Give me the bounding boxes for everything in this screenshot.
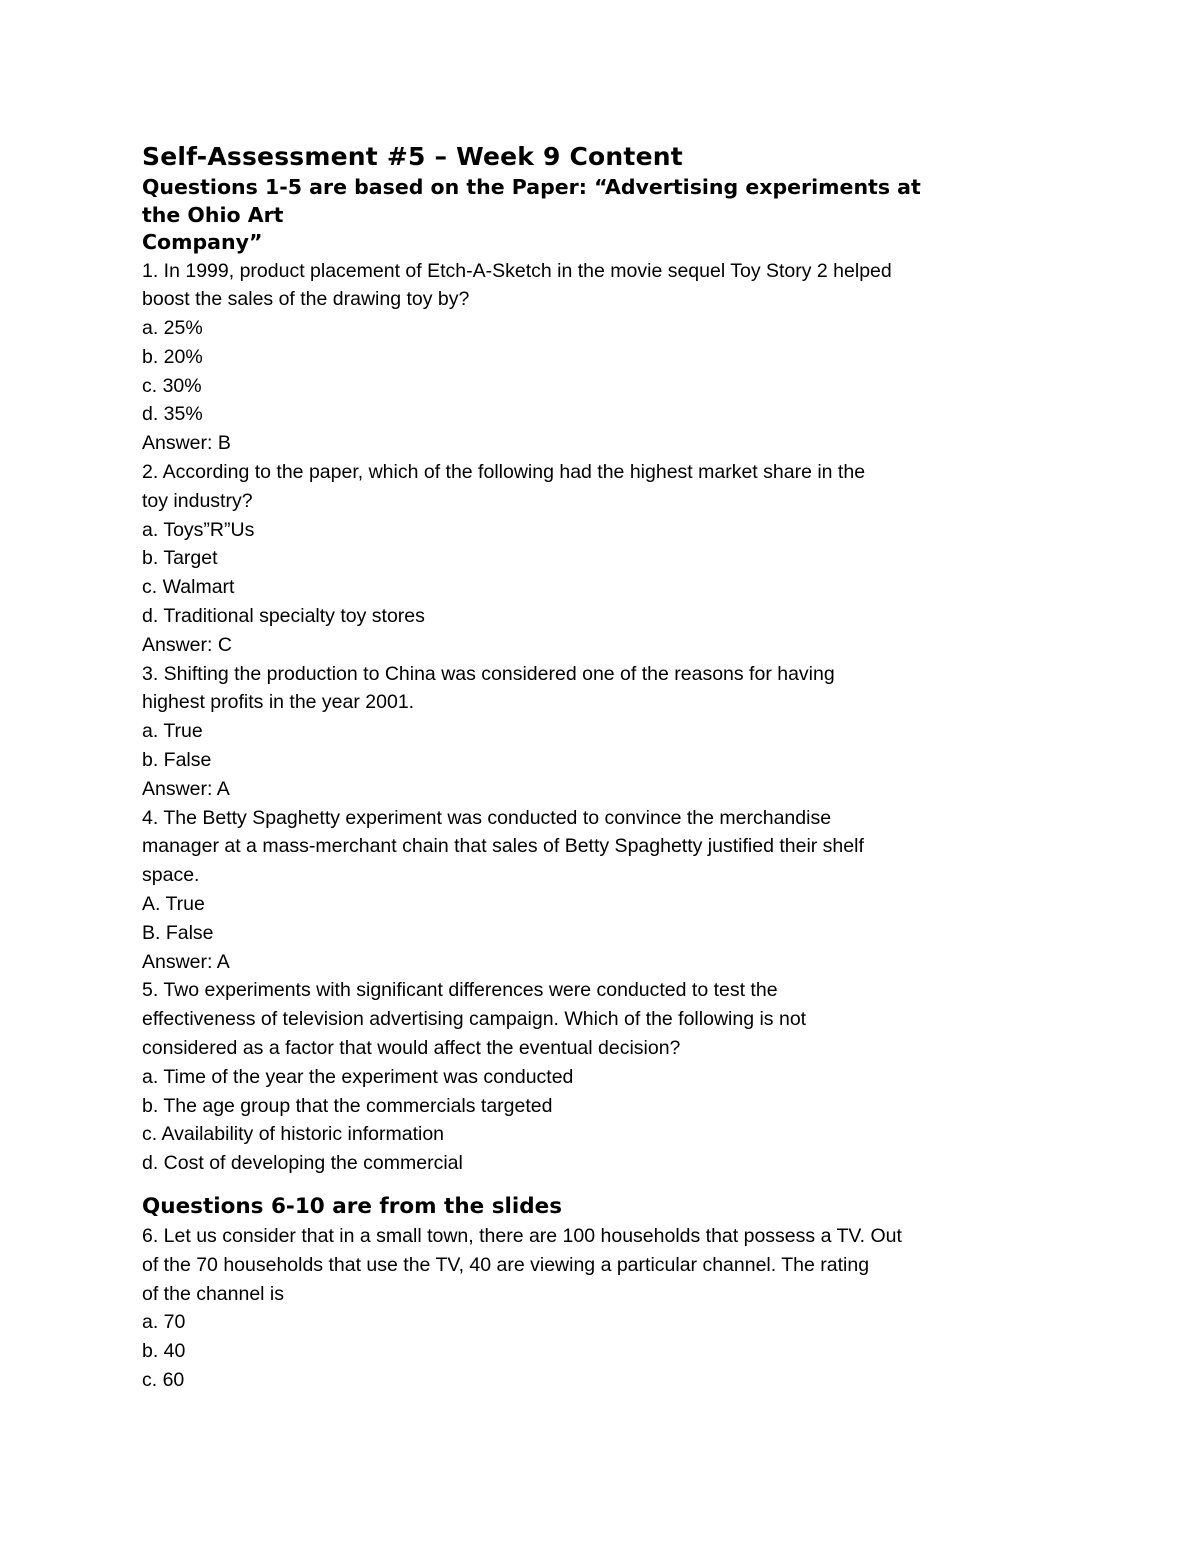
text-line: B. False [142, 921, 214, 944]
section-1-body [142, 257, 1062, 1179]
text-line: 4. The Betty Spaghetty experiment was conducted to convince the merchandise [142, 806, 832, 829]
section-2-heading: Questions 6-10 are from the slides [142, 1194, 563, 1219]
text-line: 5. Two experiments with significant differences were conducted to test the [142, 979, 778, 1002]
document-title: Self-Assessment #5 – Week 9 Content [142, 142, 683, 171]
text-line: 3. Shifting the production to China was considered one of the reasons for having [142, 662, 835, 685]
text-line: d. Cost of developing the commercial [142, 1152, 463, 1175]
text-line: of the 70 households that use the TV, 40 are viewing a particular channel. The rating [142, 1253, 870, 1276]
text-line: toy industry? [142, 489, 253, 512]
text-line: Answer: C [142, 633, 232, 656]
text-line: b. False [142, 749, 212, 772]
section-1-heading [142, 174, 1062, 257]
text-line: b. The age group that the commercials targeted [142, 1094, 553, 1117]
text-line: 6. Let us consider that in a small town, there are 100 households that possess a TV. Out [142, 1225, 902, 1247]
text-line: 2. According to the paper, which of the following had the highest market share in the [142, 461, 866, 484]
text-line: a. True [142, 720, 203, 743]
section-heading-line: Company” [142, 230, 263, 254]
text-line: boost the sales of the drawing toy by? [142, 288, 470, 311]
section-heading-line: Questions 1-5 are based on the Paper: “Advertising experiments at [142, 175, 921, 199]
text-line: d. 35% [142, 403, 203, 426]
text-line: a. Time of the year the experiment was conducted [142, 1065, 574, 1088]
text-line: a. 70 [142, 1311, 186, 1334]
text-line: b. 20% [142, 345, 203, 368]
text-line: considered as a factor that would affect the eventual decision? [142, 1037, 681, 1060]
text-line: 1. In 1999, product placement of Etch-A-Sketch in the movie sequel Toy Story 2 helped [142, 259, 892, 282]
section-2-body [142, 1222, 1062, 1395]
text-line: Answer: A [142, 950, 230, 973]
text-line: Answer: B [142, 432, 231, 455]
text-line: highest profits in the year 2001. [142, 691, 415, 714]
text-line: b. 40 [142, 1340, 186, 1363]
text-line: Answer: A [142, 777, 230, 800]
text-line: manager at a mass-merchant chain that sales of Betty Spaghetty justified their shelf [142, 835, 864, 858]
text-line: d. Traditional specialty toy stores [142, 605, 425, 628]
text-line: effectiveness of television advertising campaign. Which of the following is not [142, 1008, 807, 1031]
section-heading-line: the Ohio Art [142, 202, 284, 227]
text-line: c. Walmart [142, 576, 235, 599]
text-line: of the channel is [142, 1282, 285, 1305]
document-page [142, 140, 1062, 1395]
text-line: c. Availability of historic information [142, 1123, 445, 1146]
text-line: space. [142, 864, 200, 887]
text-line: c. 60 [142, 1368, 185, 1391]
text-line: a. Toys”R”Us [142, 518, 255, 541]
text-line: b. Target [142, 547, 218, 570]
text-line: c. 30% [142, 374, 202, 397]
text-line: A. True [142, 893, 205, 916]
text-line: a. 25% [142, 317, 203, 340]
